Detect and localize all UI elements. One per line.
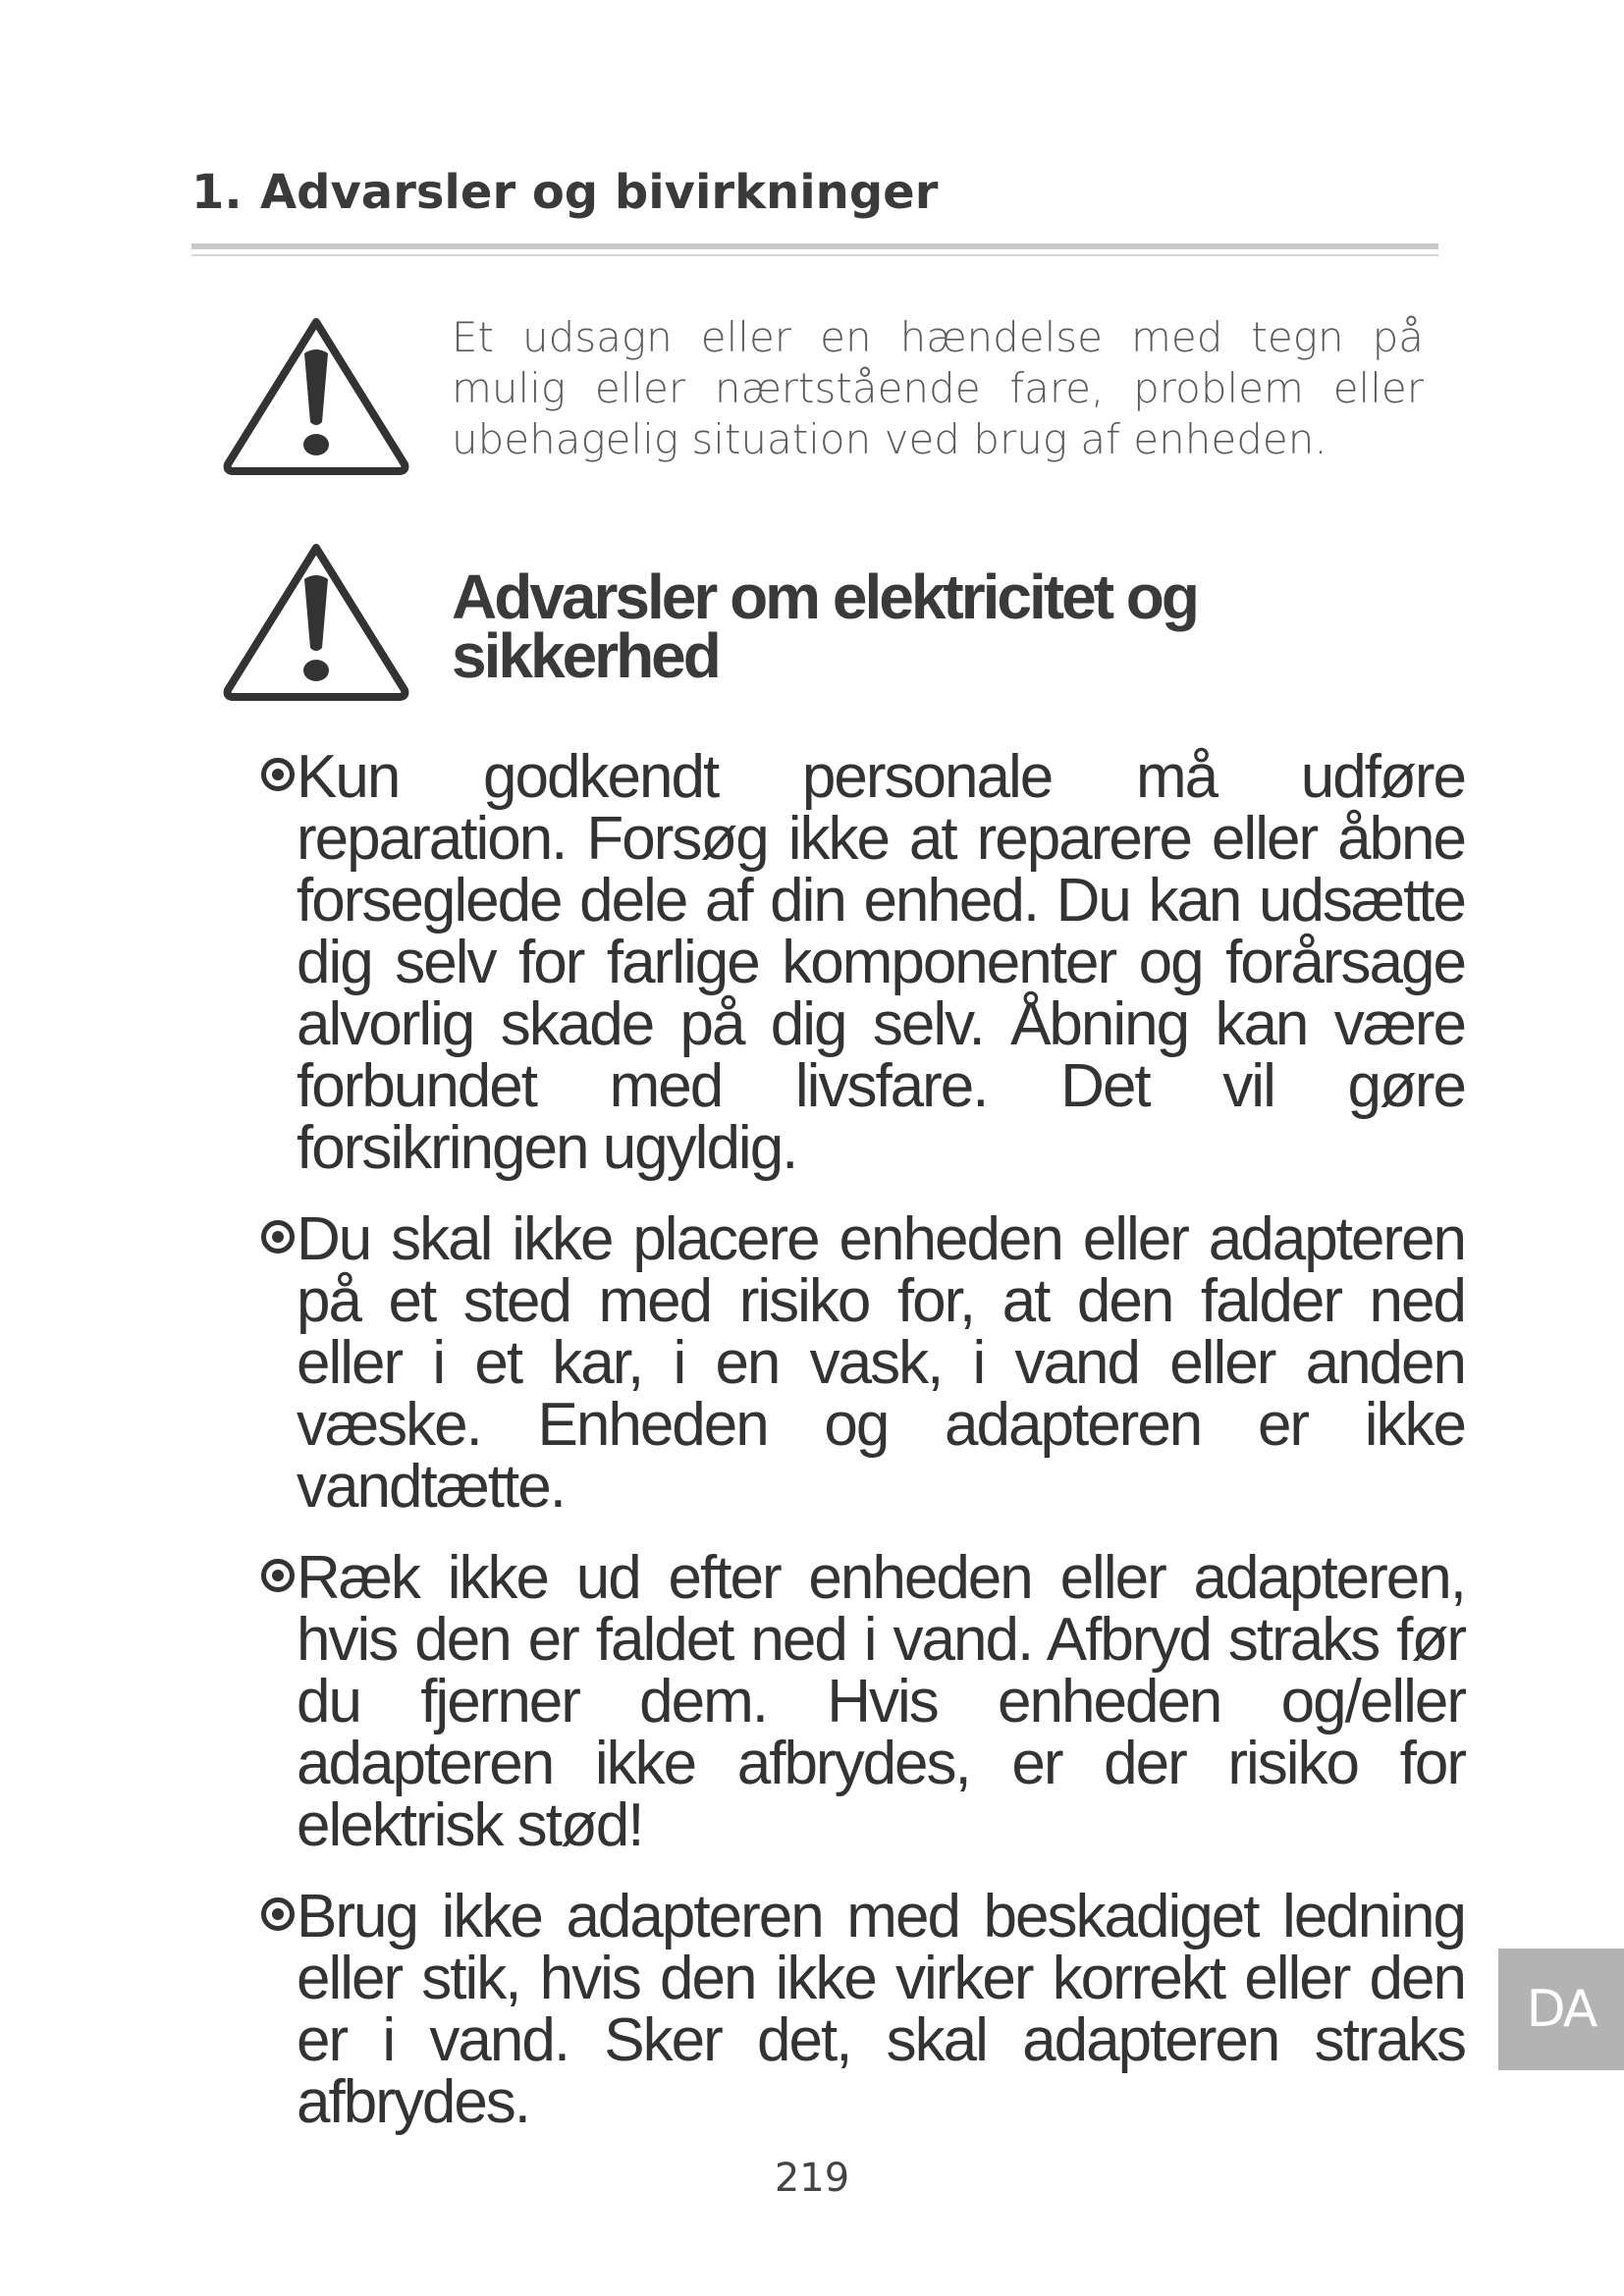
section-heading: [191, 165, 938, 220]
list-item-text: Kun godkendt personale må udføre reparation. Forsøg ikke at reparere eller åbne forseglede dele af din enhed. Du kan udsætte dig selv for farlige komponenter og forårsage alvorlig skade på dig selv. Åbning kan være forbundet med livsfare. Det vil gøre forsikringen ugyldig.: [297, 743, 1465, 1182]
bullet-icon: [261, 1559, 295, 1592]
list-item: [257, 1205, 1465, 1521]
bullet-icon: [261, 1897, 295, 1931]
language-tab: DA: [1498, 1949, 1624, 2070]
list-item: [257, 1544, 1465, 1859]
list-item: [257, 743, 1465, 1182]
warning-triangle-icon: [218, 538, 414, 705]
list-item-text: Du skal ikke placere enheden eller adapteren på et sted med risiko for, at den falder ned eller i et kar, i en vask, i vand eller anden væske. Enheden og adapteren er ikke vandtætte.: [297, 1205, 1465, 1521]
bullet-icon: [261, 758, 295, 791]
section-title: Advarsler og bivirkninger: [260, 165, 939, 220]
subsection-title: Advarsler om elektricitet og sikkerhed: [452, 561, 1197, 691]
heading-rule: [191, 243, 1438, 249]
bullet-icon: [261, 1220, 295, 1254]
section-number: 1.: [191, 165, 243, 220]
list-item: [257, 1883, 1465, 2136]
list-item-text: Ræk ikke ud efter enheden eller adapteren, hvis den er faldet ned i vand. Afbryd straks før du fjerner dem. Hvis enheden og/eller adapteren ikke afbrydes, er der risiko for elektrisk stød!: [297, 1544, 1465, 1859]
list-item-text: Brug ikke adapteren med beskadiget ledning eller stik, hvis den ikke virker korrekt eller den er i vand. Sker det, skal adapteren straks afbrydes.: [297, 1883, 1465, 2136]
page-number: 219: [774, 2156, 850, 2201]
warning-list: [257, 743, 1465, 2163]
warning-triangle-icon: [218, 312, 414, 479]
warning-definition: Et udsagn eller en hændelse med tegn på mulig eller nærtstående fare, problem eller ubehagelig situation ved brug af enheden.: [452, 313, 1424, 463]
heading-rule-thin: [191, 254, 1438, 256]
